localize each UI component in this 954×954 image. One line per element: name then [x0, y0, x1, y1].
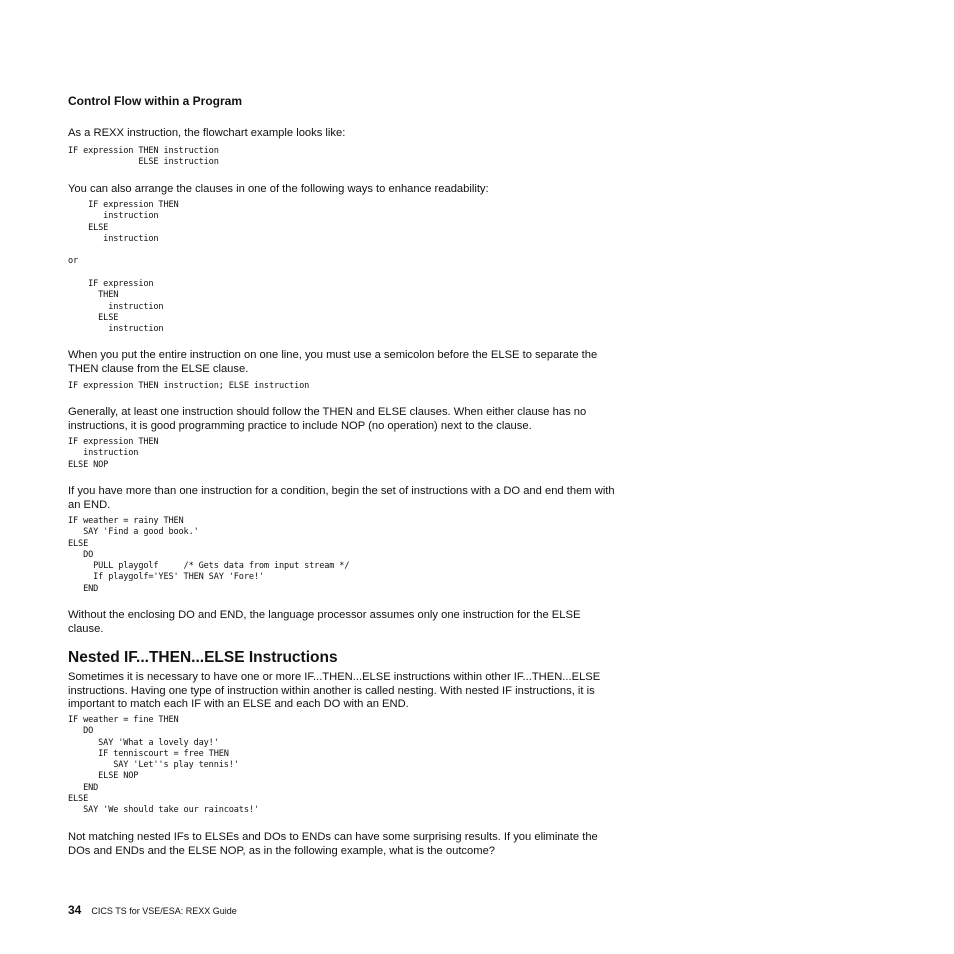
- nop-paragraph: Generally, at least one instruction should follow the THEN and ELSE clauses. When either clause has no instructions, it is good programming practice to include NOP (no operation) next to the clause.: [68, 406, 587, 432]
- or-text: or: [68, 256, 79, 266]
- section-title: Nested IF...THEN...ELSE Instructions: [68, 649, 338, 666]
- code-example-single-line: IF expression THEN instruction ELSE instruction: [68, 146, 219, 168]
- nesting-paragraph: Sometimes it is necessary to have one or more IF...THEN...ELSE instructions within other IF...THEN...ELSE instructions. Having one type of instruction within another is called nesting. With nested IF instructions, it is important to match each IF with an ELSE and each DO with an END.: [68, 671, 601, 711]
- code-example-do-end: IF weather = rainy THEN SAY 'Find a good book.' ELSE DO PULL playgolf /* Gets data from input stream */ If playgolf='YES' THEN SAY 'Fore!' END: [68, 516, 350, 594]
- code-example-nop: IF expression THEN instruction ELSE NOP: [68, 437, 159, 470]
- running-head: Control Flow within a Program: [68, 94, 242, 108]
- code-example-nested: IF weather = fine THEN DO SAY 'What a lovely day!' IF tenniscourt = free THEN SAY 'Let''s play tennis!' ELSE NOP END ELSE SAY 'We should take our raincoats!': [68, 715, 259, 816]
- code-example-one-line: IF expression THEN instruction; ELSE instruction: [68, 381, 310, 391]
- enclosing-paragraph: Without the enclosing DO and END, the language processor assumes only one instruction for the ELSE clause.: [68, 609, 581, 635]
- code-example-arrangement-1: IF expression THEN instruction ELSE instruction: [88, 200, 179, 244]
- readability-paragraph: You can also arrange the clauses in one of the following ways to enhance readability:: [68, 183, 489, 195]
- intro-paragraph: As a REXX instruction, the flowchart example looks like:: [68, 127, 346, 139]
- semicolon-paragraph: When you put the entire instruction on one line, you must use a semicolon before the ELSE to separate the THEN clause from the ELSE clause.: [68, 349, 598, 375]
- code-example-arrangement-2: IF expression THEN instruction ELSE instruction: [88, 279, 164, 335]
- book-title: CICS TS for VSE/ESA: REXX Guide: [91, 906, 237, 916]
- page-number: 34: [68, 903, 82, 917]
- do-end-paragraph: If you have more than one instruction for a condition, begin the set of instructions with a DO and end them with an END.: [68, 485, 615, 511]
- page-footer: [68, 901, 237, 919]
- outcome-paragraph: Not matching nested IFs to ELSEs and DOs to ENDs can have some surprising results. If you eliminate the DOs and ENDs and the ELSE NOP, as in the following example, what is the outcome?: [68, 831, 598, 857]
